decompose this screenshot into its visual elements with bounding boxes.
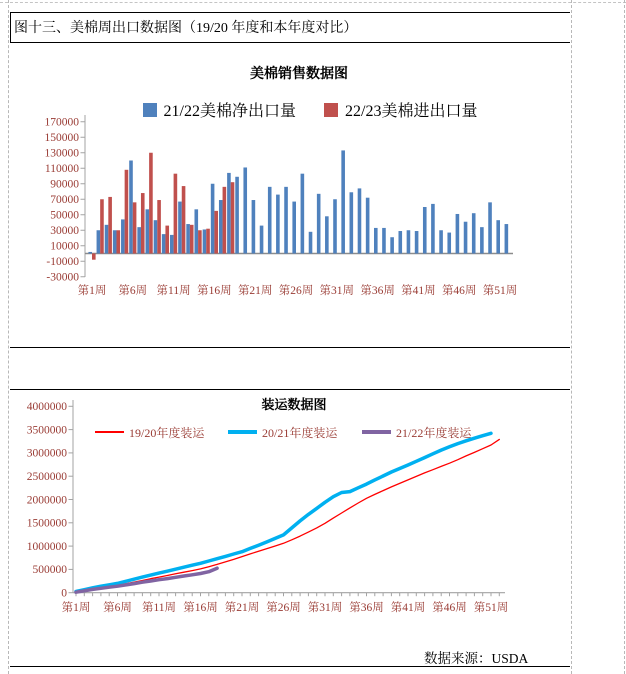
x-axis-week-label: 第46周	[441, 285, 477, 297]
x-axis-week-label: 第31周	[307, 602, 343, 614]
bar	[366, 198, 370, 254]
data-source-note: 数据来源：USDA	[424, 651, 529, 666]
bar	[97, 230, 101, 253]
bar	[100, 199, 104, 253]
bar	[292, 202, 296, 254]
legend-label: 21/22年度装运	[396, 425, 472, 440]
y-axis-tick-label: -30000	[46, 271, 79, 284]
bar	[268, 187, 272, 254]
bar	[447, 233, 451, 254]
shipment-chart-title: 装运数据图	[261, 397, 327, 412]
bar	[407, 230, 411, 253]
bar	[464, 222, 468, 254]
y-axis-tick-label: 1000000	[26, 540, 67, 553]
title-row-left-border	[10, 12, 11, 42]
x-axis-week-label: 第6周	[103, 602, 132, 614]
line-series	[76, 433, 491, 591]
bar	[154, 220, 158, 253]
x-axis-week-label: 第16周	[197, 285, 232, 297]
y-axis-tick-label: 3500000	[26, 424, 67, 437]
bar	[190, 225, 194, 254]
y-axis-tick-label: 3000000	[26, 447, 67, 460]
bar	[174, 174, 178, 254]
line-series	[76, 568, 217, 592]
document-title: 图十三、美棉周出口数据图（19/20 年度和本年度对比）	[14, 21, 358, 36]
bar	[252, 200, 256, 253]
sales-bar-chart	[0, 55, 626, 305]
bar	[92, 254, 96, 260]
bar	[116, 230, 120, 253]
x-axis-week-label: 第36周	[349, 602, 384, 614]
bar	[398, 231, 402, 253]
bar	[341, 150, 345, 253]
bar	[141, 193, 145, 253]
bar	[309, 232, 313, 254]
bar	[149, 153, 153, 254]
bar	[182, 186, 186, 253]
legend-label: 21/22美棉净出口量	[163, 103, 296, 120]
y-axis-tick-label: 1500000	[26, 517, 67, 530]
bar	[382, 228, 386, 254]
y-axis-tick-label: 150000	[44, 132, 79, 145]
bar	[488, 202, 492, 253]
bar	[480, 227, 484, 253]
bar	[231, 182, 235, 253]
bar	[301, 174, 305, 254]
bar	[284, 187, 288, 254]
x-axis-week-label: 第26周	[266, 602, 301, 614]
y-axis-tick-label: 2500000	[26, 471, 67, 483]
bar	[137, 227, 141, 253]
bar	[350, 192, 354, 253]
y-axis-tick-label: 500000	[32, 564, 67, 577]
bar	[276, 195, 280, 254]
bar	[431, 204, 435, 254]
bar	[505, 224, 509, 253]
legend-label: 19/20年度装运	[129, 425, 205, 440]
bar	[203, 229, 207, 253]
y-axis-tick-label: 50000	[50, 209, 79, 222]
bar	[121, 219, 125, 253]
bar	[211, 184, 215, 254]
bar	[456, 214, 460, 254]
bar	[235, 177, 239, 254]
title-row-top-border	[10, 12, 570, 13]
bar	[496, 220, 500, 253]
bar	[390, 237, 394, 253]
bar	[374, 228, 378, 254]
bar	[198, 230, 202, 253]
x-axis-week-label: 第26周	[278, 285, 314, 297]
bar	[325, 216, 329, 253]
bar	[88, 252, 92, 254]
sales-chart-title: 美棉销售数据图	[250, 67, 348, 82]
y-axis-tick-label: 10000	[50, 240, 79, 253]
y-axis-tick-label: 4000000	[26, 401, 67, 414]
bar	[439, 230, 443, 253]
x-axis-week-label: 第1周	[61, 602, 91, 614]
bar	[146, 209, 150, 253]
bar	[472, 213, 476, 253]
bar	[165, 226, 169, 254]
bar	[186, 224, 190, 253]
bar	[108, 197, 112, 254]
bar	[125, 170, 129, 254]
bar	[219, 200, 223, 253]
bar	[194, 209, 198, 253]
bar	[223, 187, 227, 254]
bar	[358, 188, 362, 253]
y-axis-tick-label: 70000	[50, 194, 79, 207]
y-axis-tick-label: 90000	[50, 178, 79, 191]
bar	[317, 194, 321, 254]
y-axis-tick-label: -10000	[46, 256, 79, 269]
x-axis-week-label: 第21周	[237, 285, 273, 297]
legend-label: 20/21年度装运	[262, 425, 338, 440]
y-axis-tick-label: 0	[61, 587, 67, 600]
y-axis-tick-label: 110000	[44, 163, 79, 176]
bar	[157, 200, 161, 253]
bar	[206, 229, 210, 254]
row-separator-upper	[10, 347, 570, 348]
x-axis-week-label: 第51周	[482, 285, 518, 297]
bar	[333, 199, 337, 253]
legend-label: 22/23美棉进出口量	[345, 103, 478, 120]
x-axis-week-label: 第16周	[183, 602, 218, 614]
x-axis-week-label: 第6周	[118, 285, 148, 297]
page-top-dashed-border	[0, 2, 626, 3]
bar	[227, 173, 231, 254]
bar	[423, 207, 427, 254]
x-axis-week-label: 第11周	[156, 285, 191, 297]
y-axis-tick-label: 2000000	[26, 494, 67, 507]
y-axis-tick-label: 130000	[44, 147, 79, 160]
x-axis-week-label: 第41周	[390, 602, 426, 614]
bar	[170, 235, 174, 254]
bar	[133, 202, 137, 253]
bar	[260, 226, 264, 254]
x-axis-week-label: 第41周	[401, 285, 436, 297]
y-axis-tick-label: 30000	[50, 225, 79, 238]
x-axis-week-label: 第11周	[141, 602, 177, 614]
x-axis-week-label: 第46周	[432, 602, 467, 614]
bar	[178, 202, 182, 254]
shipment-line-chart	[0, 390, 626, 635]
line-series	[76, 439, 499, 592]
bar	[129, 161, 133, 254]
bar	[214, 211, 218, 254]
bar	[113, 230, 117, 253]
bar	[162, 234, 166, 253]
y-axis-tick-label: 170000	[44, 116, 79, 129]
bar	[243, 167, 247, 253]
x-axis-week-label: 第51周	[473, 602, 509, 614]
title-row-bottom-border	[10, 42, 570, 43]
x-axis-week-label: 第36周	[360, 285, 395, 297]
x-axis-week-label: 第1周	[77, 285, 107, 297]
x-axis-week-label: 第21周	[224, 602, 260, 614]
bar	[415, 231, 419, 253]
x-axis-week-label: 第31周	[319, 285, 355, 297]
bar	[105, 225, 109, 254]
